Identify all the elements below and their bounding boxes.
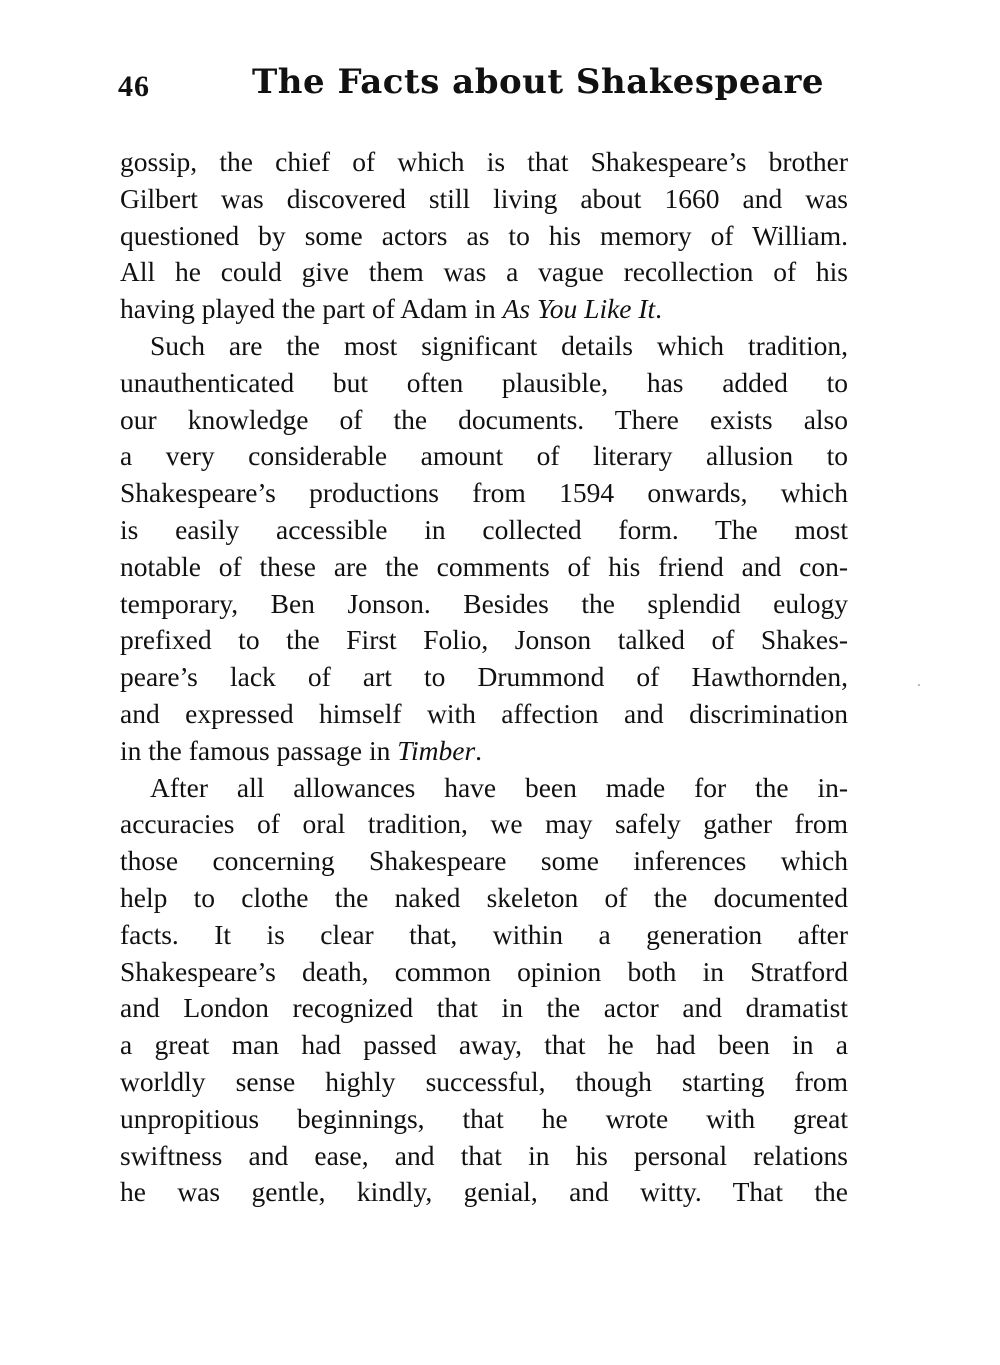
text-line <box>120 291 848 328</box>
text-line: Such are the most significant details which tradition, <box>150 329 848 361</box>
text-line: and London recognized that in the actor and dramatist <box>120 992 848 1024</box>
text-line: he was gentle, kindly, genial, and witty. That the <box>120 1176 848 1208</box>
text-line: questioned by some actors as to his memory of William. <box>120 219 848 251</box>
text-run: in the famous passage in <box>120 734 398 766</box>
text-line: accuracies of oral tradition, we may safely gather from <box>120 808 848 840</box>
text-line: facts. It is clear that, within a generation after <box>120 918 848 950</box>
text-line: prefixed to the First Folio, Jonson talked of Shakes- <box>120 624 848 656</box>
text-line: unauthenticated but often plausible, has added to <box>120 366 848 398</box>
text-line: Shakespeare’s productions from 1594 onwards, which <box>120 477 848 509</box>
text-line: a very considerable amount of literary allusion to <box>120 440 848 472</box>
text-line: Shakespeare’s death, common opinion both in Stratford <box>120 955 848 987</box>
text-line: is easily accessible in collected form. The most <box>120 513 848 545</box>
page-header <box>118 62 858 112</box>
text-line: those concerning Shakespeare some inferences which <box>120 845 848 877</box>
text-line: notable of these are the comments of his friend and con- <box>120 550 848 582</box>
page-number: 46 <box>118 70 150 103</box>
text-line: unpropitious beginnings, that he wrote with great <box>120 1102 848 1134</box>
text-line: After all allowances have been made for the in- <box>150 771 848 803</box>
text-line: swiftness and ease, and that in his personal relations <box>120 1139 848 1171</box>
running-title: The Facts about Shakespeare <box>252 62 825 102</box>
text-run: . <box>475 734 483 766</box>
text-line: All he could give them was a vague recollection of his <box>120 256 848 288</box>
body-text <box>120 144 848 1211</box>
text-run: having played the part of Adam in <box>120 293 503 325</box>
text-line: temporary, Ben Jonson. Besides the splendid eulogy <box>120 587 848 619</box>
text-line: our knowledge of the documents. There exists also <box>120 403 848 435</box>
text-run: . <box>655 293 663 325</box>
play-title-italic: As You Like It <box>502 293 656 325</box>
text-line: worldly sense highly successful, though starting from <box>120 1065 848 1097</box>
scan-speck <box>918 684 920 686</box>
book-title-italic: Timber <box>397 734 476 766</box>
text-line: a great man had passed away, that he had been in a <box>120 1029 848 1061</box>
text-line: help to clothe the naked skeleton of the documented <box>120 881 848 913</box>
text-line: peare’s lack of art to Drummond of Hawthornden, <box>120 661 848 693</box>
text-line: Gilbert was discovered still living about 1660 and was <box>120 182 848 214</box>
text-line: and expressed himself with affection and discrimination <box>120 697 848 729</box>
text-line: gossip, the chief of which is that Shakespeare’s brother <box>120 146 848 177</box>
text-line <box>120 733 848 770</box>
